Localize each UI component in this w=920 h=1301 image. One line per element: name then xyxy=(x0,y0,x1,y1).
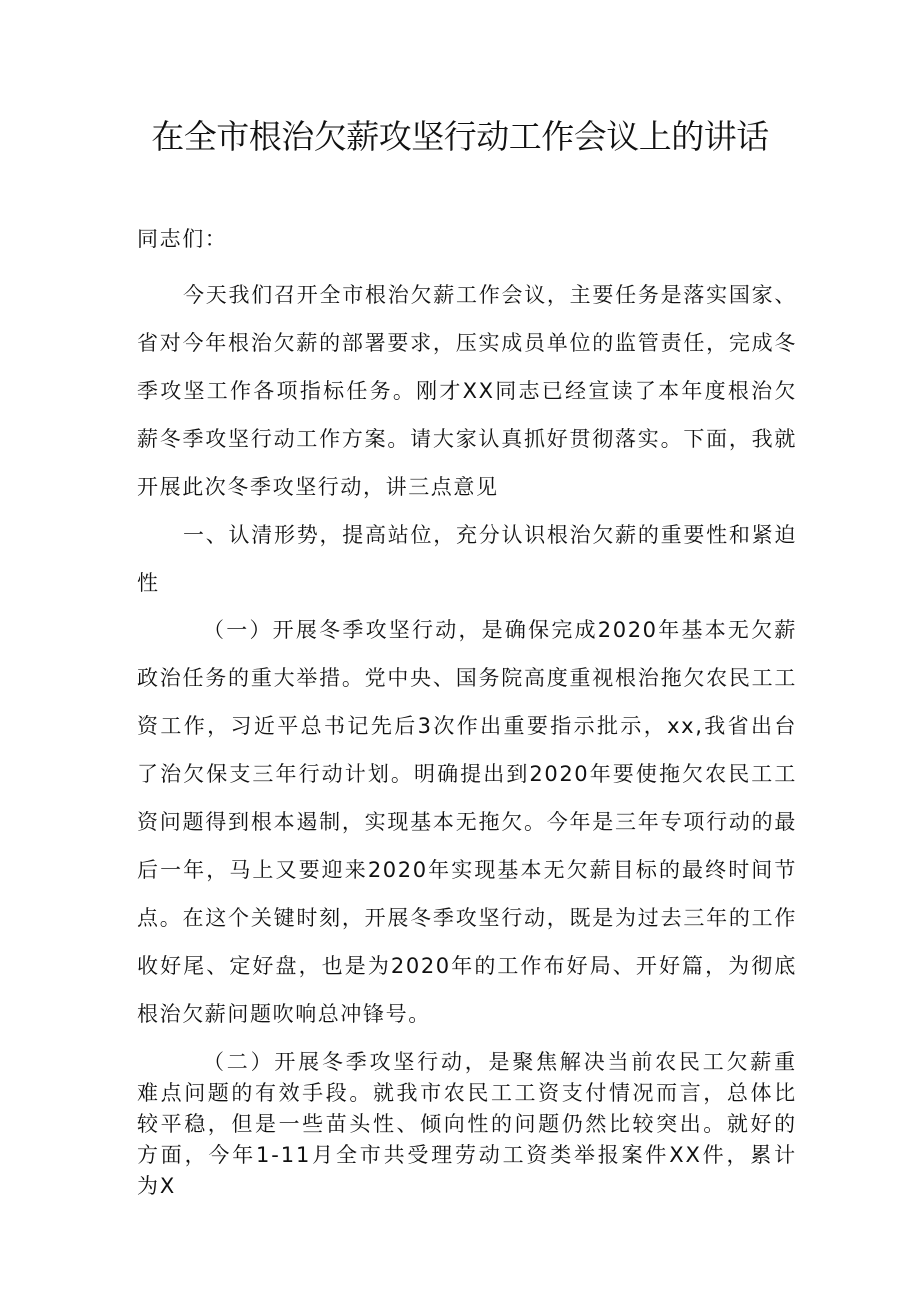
paragraph-subsection-2: （二）开展冬季攻坚行动，是聚焦解决当前农民工欠薪重难点问题的有效手段。就我市农民工工资支付情况而言，总体比较平稳，但是一些苗头性、倾向性的问题仍然比较突出。就好的方面，今年1-11月全市共受理劳动工资类举报案件XX件，累计为X xyxy=(137,1050,797,1198)
greeting: 同志们： xyxy=(137,227,228,251)
document-title: 在全市根治欠薪攻坚行动工作会议上的讲话 xyxy=(151,117,769,156)
section-heading-1: 一、认清形势，提高站位，充分认识根治欠薪的重要性和紧迫性 xyxy=(137,523,797,595)
paragraph-subsection-1: （一）开展冬季攻坚行动，是确保完成2020年基本无欠薪政治任务的重大举措。党中央、国务院高度重视根治拖欠农民工工资工作，习近平总书记先后3次作出重要指示批示，xx,我省出台了治欠保支三年行动计划。明确提出到2020年要使拖欠农民工工资问题得到根本遏制，实现基本无拖欠。今年是三年专项行动的最后一年，马上又要迎来2020年实现基本无欠薪目标的最终时间节点。在这个关键时刻，开展冬季攻坚行动，既是为过去三年的工作收好尾、定好盘，也是为2020年的工作布好局、开好篇，为彻底根治欠薪问题吹响总冲锋号。 xyxy=(137,618,797,1026)
paragraph-intro: 今天我们召开全市根治欠薪工作会议，主要任务是落实国家、省对今年根治欠薪的部署要求，压实成员单位的监管责任，完成冬季攻坚工作各项指标任务。刚才XX同志已经宣读了本年度根治欠薪冬季攻坚行动工作方案。请大家认真抓好贯彻落实。下面，我就开展此次冬季攻坚行动，讲三点意见 xyxy=(137,283,797,499)
